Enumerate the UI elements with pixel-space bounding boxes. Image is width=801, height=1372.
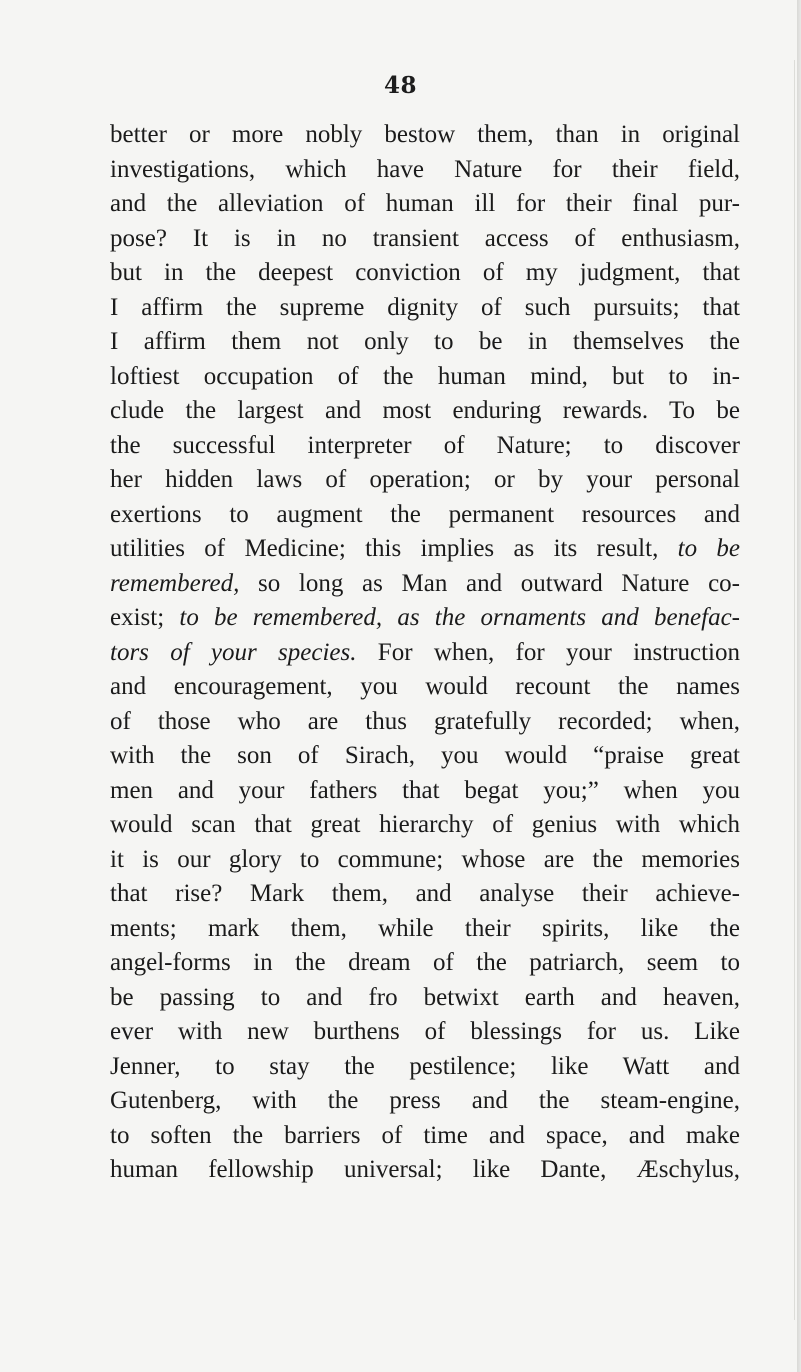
text-line: and the alleviation of human ill for their final pur- xyxy=(110,190,740,217)
text-line: be passing to and fro betwixt earth and heaven, xyxy=(110,983,740,1011)
text-line: pose? It is in no transient access of enthusiasm, xyxy=(110,224,740,252)
text-line: ments; mark them, while their spirits, like the xyxy=(110,914,740,942)
text-line: loftiest occupation of the human mind, but to in- xyxy=(110,362,740,390)
page-number: 48 xyxy=(383,72,417,99)
text-line: I affirm them not only to be in themselves the xyxy=(110,328,740,355)
text-line: human fellowship universal; like Dante, Æschylus, xyxy=(110,1156,740,1183)
text-line: ever with new burthens of blessings for us. Like xyxy=(110,1018,740,1045)
page-edge-shadow xyxy=(797,0,801,1372)
text-line xyxy=(110,567,740,602)
text-line: Gutenberg, with the press and the steam-engine, xyxy=(110,1087,740,1114)
text-line: Jenner, to stay the pestilence; like Watt and xyxy=(110,1052,740,1080)
text-line: angel-forms in the dream of the patriarch, seem to xyxy=(110,949,740,976)
body-text xyxy=(110,118,740,1188)
text-line: it is our glory to commune; whose are the memories xyxy=(110,845,740,873)
text-line: men and your fathers that begat you;” when you xyxy=(110,776,740,804)
text-line xyxy=(110,532,740,567)
italic-text: remembered, xyxy=(110,569,240,597)
text-line: would scan that great hierarchy of genius with which xyxy=(110,811,740,838)
text-line: to soften the barriers of time and space, and make xyxy=(110,1121,740,1149)
text-line: I affirm the supreme dignity of such pursuits; that xyxy=(110,293,740,321)
text-line xyxy=(110,601,740,636)
text-line: of those who are thus gratefully recorded; when, xyxy=(110,707,740,735)
text-line: the successful interpreter of Nature; to discover xyxy=(110,431,740,459)
italic-text: to be xyxy=(677,535,740,562)
text-segment: exist; xyxy=(110,604,165,631)
text-segment: so long as Man and outward Nature co- xyxy=(258,569,740,597)
text-line xyxy=(110,636,740,671)
text-line: exertions to augment the permanent resources and xyxy=(110,500,740,528)
text-line: that rise? Mark them, and analyse their achieve- xyxy=(110,880,740,907)
text-line: investigations, which have Nature for their field, xyxy=(110,155,740,183)
page-edge-line xyxy=(794,60,795,1320)
italic-text: tors of your species. xyxy=(110,638,357,666)
text-segment: utilities of Medicine; this implies as its result, xyxy=(110,535,659,562)
text-line: clude the largest and most enduring rewards. To be xyxy=(110,397,740,424)
text-line: her hidden laws of operation; or by your personal xyxy=(110,466,740,493)
text-line: but in the deepest conviction of my judgment, that xyxy=(110,259,740,286)
text-line: and encouragement, you would recount the names xyxy=(110,673,740,700)
text-segment: For when, for your instruction xyxy=(377,638,740,666)
italic-text: to be remembered, as the ornaments and benefac- xyxy=(179,604,741,631)
text-line: with the son of Sirach, you would “praise great xyxy=(110,742,740,769)
text-line: better or more nobly bestow them, than in original xyxy=(110,121,740,148)
